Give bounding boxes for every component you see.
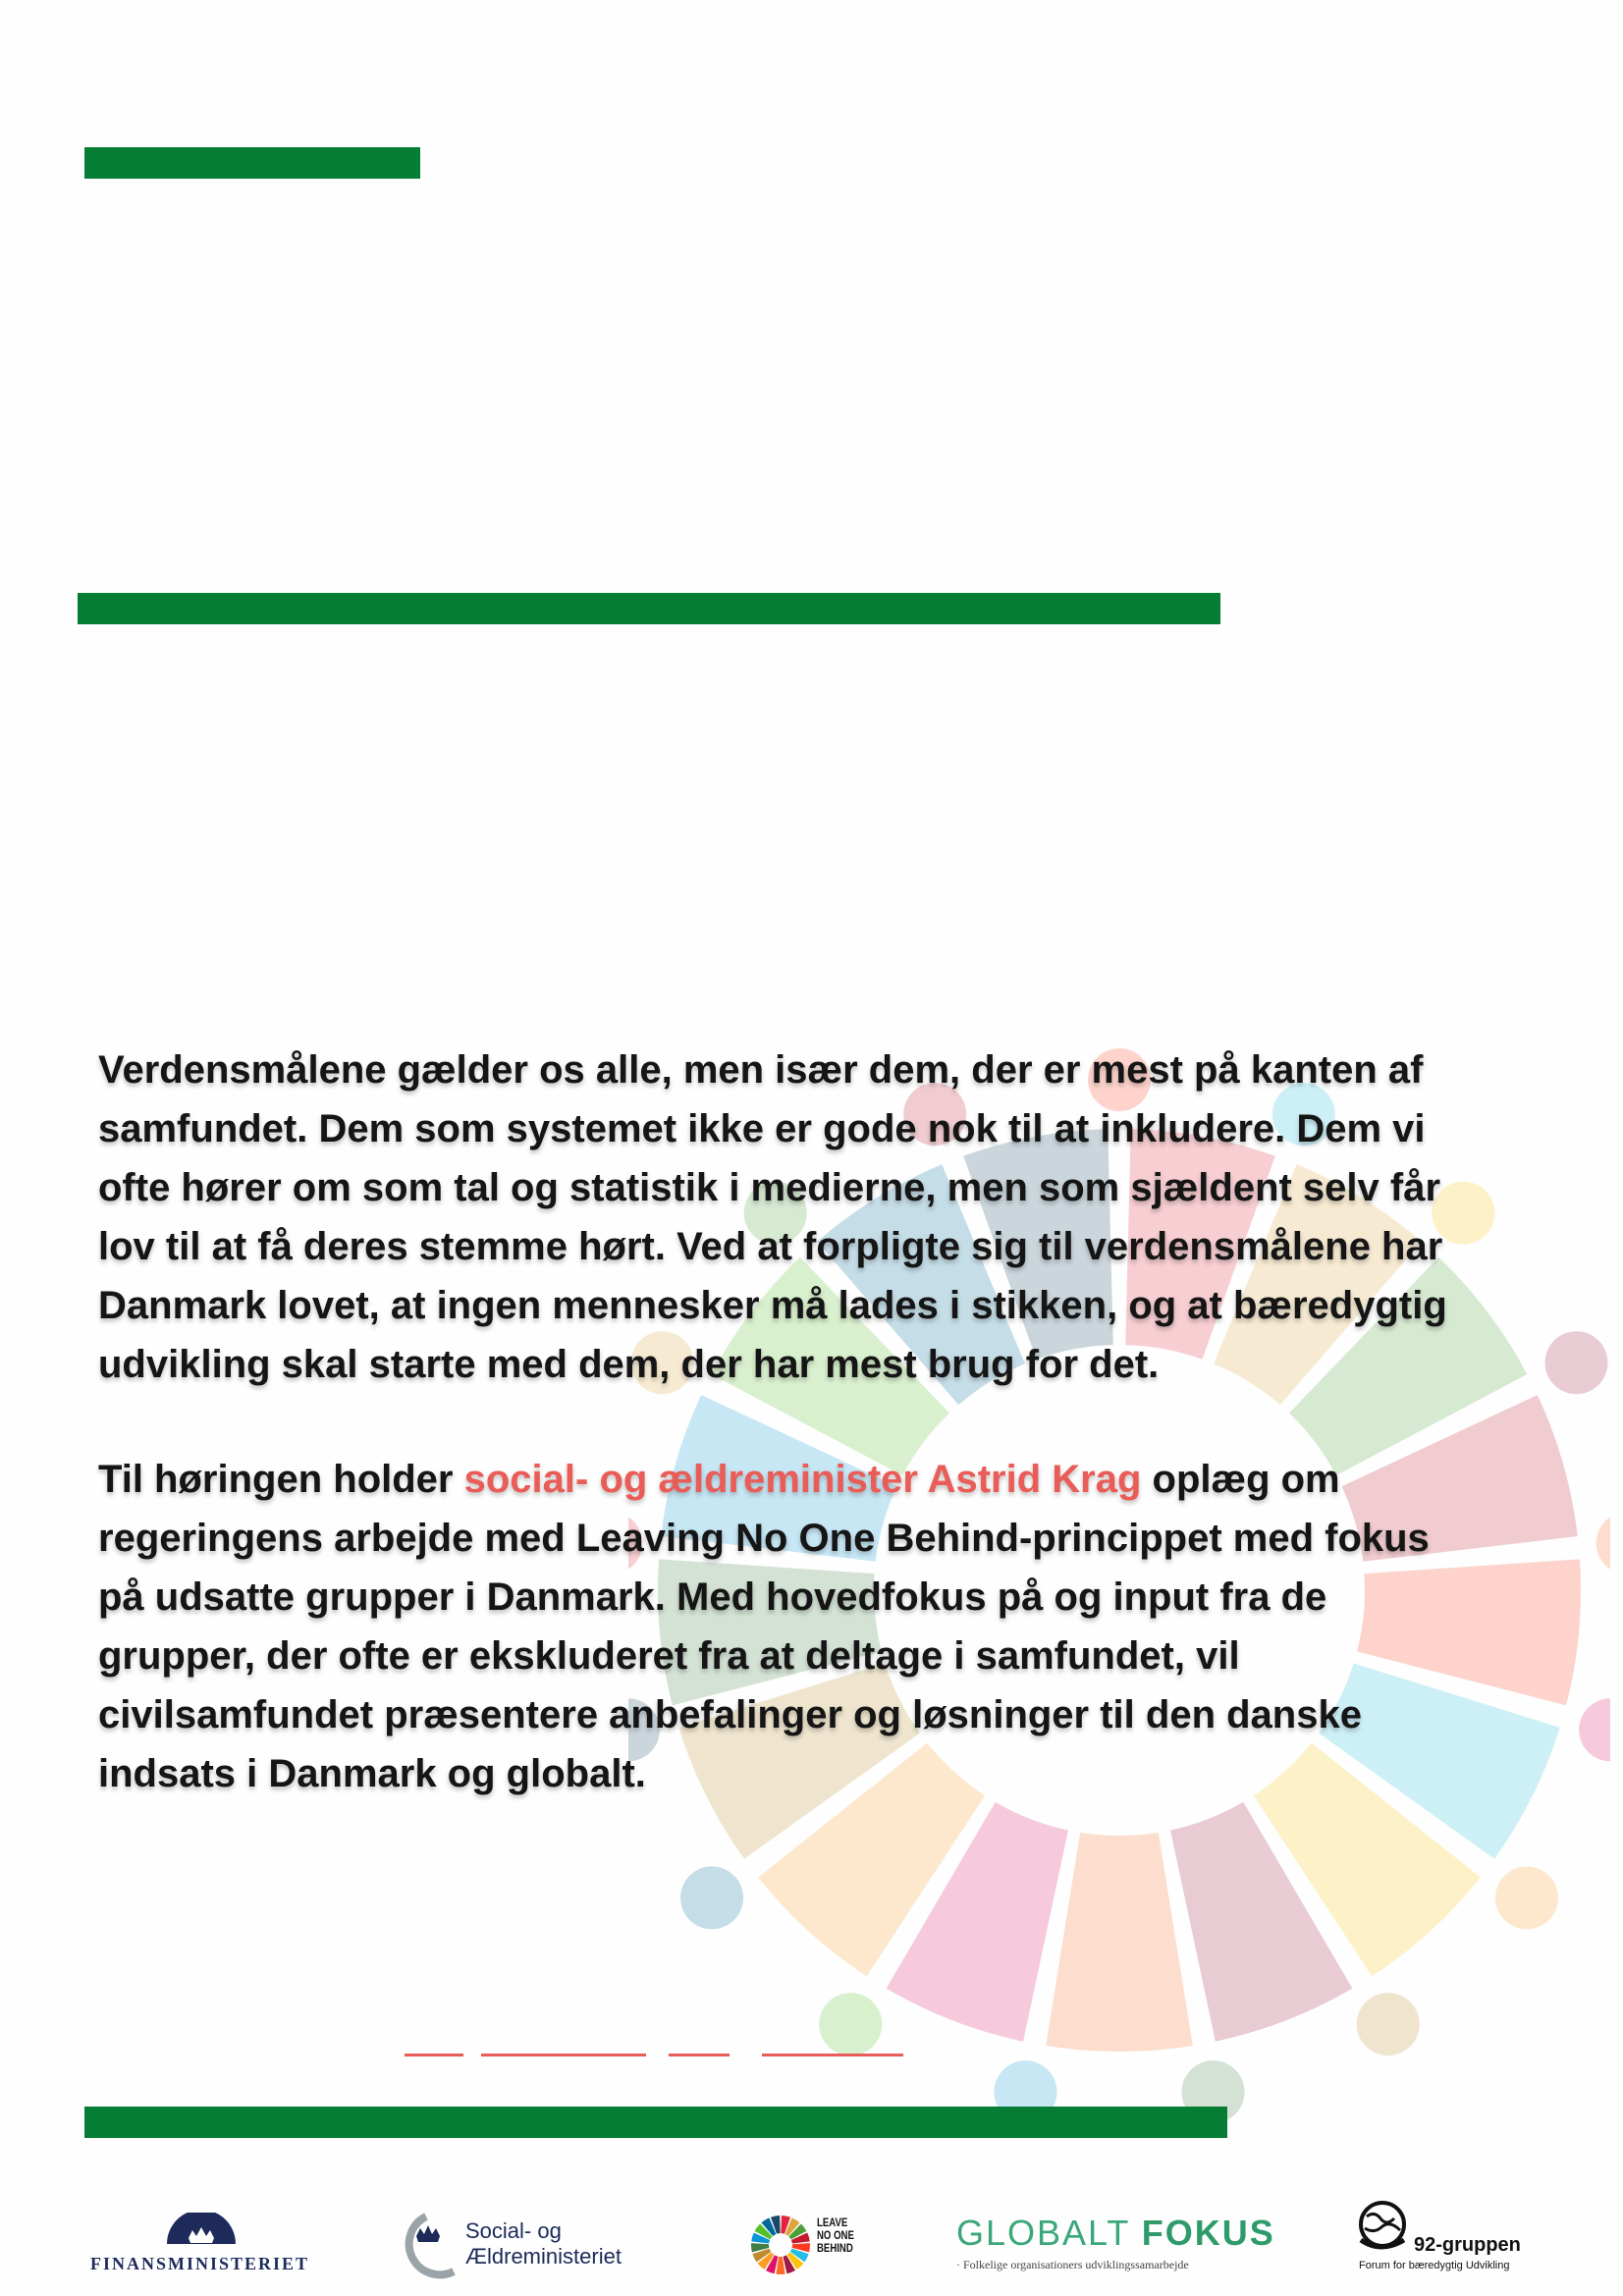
red-divider-line (762, 2054, 903, 2056)
top-green-bar (84, 147, 420, 179)
intro-line: Verdensmålene gælder os alle, men især dem, der er mest på kanten af (98, 1048, 1424, 1092)
92-gruppen-label: 92-gruppen (1414, 2234, 1521, 2256)
globalt-label: GLOBALT (956, 2213, 1130, 2253)
intro-line: lov til at få deres stemme hørt. Ved at forpligte sig til verdensmålene har (98, 1225, 1443, 1268)
hearing-line-end: oplæg om (1141, 1458, 1340, 1501)
bottom-green-bar (84, 2107, 1227, 2138)
social-label-line1: Social- og (465, 2218, 562, 2243)
crown-icon (387, 2209, 465, 2281)
hearing-paragraph (98, 1450, 1571, 1803)
globalt-fokus-logo (956, 2213, 1275, 2281)
92-gruppen-logo (1351, 2195, 1547, 2283)
hearing-line: civilsamfundet præsentere anbefalinger og løsninger til den danske (98, 1693, 1362, 1736)
finansministeriet-label: FINANSMINISTERIET (90, 2254, 310, 2273)
sdg-wheel-dot (1596, 1512, 1610, 1575)
intro-line: Danmark lovet, at ingen mennesker må lades i stikken, og at bæredygtig (98, 1284, 1447, 1327)
hearing-line: indsats i Danmark og globalt. (98, 1752, 646, 1795)
intro-paragraph (98, 1041, 1571, 1394)
globalt-fokus-subtitle: · Folkelige organisationers udviklingssamarbejde (956, 2258, 1189, 2271)
middle-green-bar (78, 593, 1220, 624)
leave-no-one-behind-logo (746, 2207, 864, 2285)
lnob-line1: LEAVE (817, 2216, 848, 2229)
sdg-wheel-dot (1495, 1866, 1558, 1929)
sdg-wheel-icon (746, 2211, 815, 2279)
red-divider-line (669, 2054, 730, 2056)
sdg-wheel-dot (1357, 1993, 1420, 2056)
intro-line: ofte hører om som tal og statistik i medierne, men som sjældent selv får (98, 1166, 1441, 1209)
sdg-wheel-dot (819, 1993, 882, 2056)
hearing-line-start: Til høringen holder (98, 1458, 464, 1501)
red-divider-line (481, 2054, 646, 2056)
sdg-wheel-segment (1046, 1833, 1193, 2052)
intro-line: samfundet. Dem som systemet ikke er gode nok til at inkludere. Dem vi (98, 1107, 1426, 1150)
hearing-line: regeringens arbejde med Leaving No One Behind-princippet med fokus (98, 1517, 1430, 1560)
finansministeriet-logo (90, 2213, 316, 2281)
lnob-line2: NO ONE (817, 2228, 854, 2242)
red-divider-line (405, 2054, 463, 2056)
minister-highlight: social- og ældreminister Astrid Krag (463, 1458, 1142, 1501)
lnob-line3: BEHIND (817, 2241, 853, 2255)
social-aeldreministeriet-logo (387, 2209, 642, 2281)
intro-line: udvikling skal starte med dem, der har mest brug for det. (98, 1343, 1160, 1386)
hearing-line: på udsatte grupper i Danmark. Med hovedfokus på og input fra de (98, 1575, 1327, 1619)
92-gruppen-subtitle: Forum for bæredygtig Udvikling (1359, 2260, 1510, 2271)
globe-icon (1351, 2195, 1414, 2258)
hearing-line: grupper, der ofte er ekskluderet fra at deltage i samfundet, vil (98, 1634, 1240, 1678)
sdg-wheel-dot (680, 1866, 743, 1929)
fokus-label: FOKUS (1141, 2213, 1275, 2253)
hearing-line-first (98, 1450, 1571, 1509)
sdg-wheel-dot (1579, 1698, 1610, 1761)
social-label-line2: Ældreministeriet (465, 2244, 622, 2269)
